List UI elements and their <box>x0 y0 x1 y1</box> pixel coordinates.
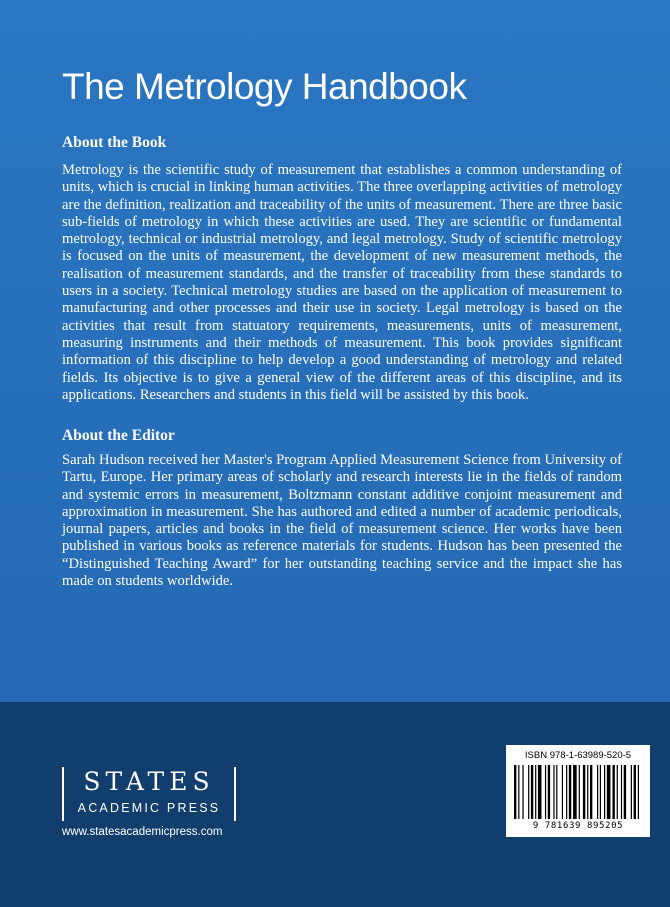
publisher-website: www.statesacademicpress.com <box>62 826 223 838</box>
barcode-bar <box>548 765 550 819</box>
barcode-bar <box>634 765 636 819</box>
barcode-bar <box>573 765 577 819</box>
barcode-bar <box>590 765 592 819</box>
barcode-bar <box>538 765 542 819</box>
about-book-text: Metrology is the scientific study of measurement that establishes a common understanding of units, which is crucial in linking human activities. The three overlapping activities of metrology are the definition, realization and traceability of the units of measurement. There are three basic sub-fields of metrology in which these activities are used. They are scientific or fundamental metrology, technical or industrial metrology, and legal metrology. Study of scientific metrology is focused on the units of measurement, the development of new measurement methods, the realisation of measurement standards, and the transfer of traceability from these standards to users in a society. Technical metrology studies are based on the application of measurement to manufacturing and other processes and their use in society. Legal metrology is based on the activities that result from statuatory requirements, measurements, units of measurement, measuring instruments and their methods of measurement. This book provides significant information of this discipline to help develop a good understanding of metrology and related fields. Its objective is to give a general view of the different areas of this discipline, and its applications. Researchers and students in this field will be assisted by this book. <box>62 162 622 403</box>
barcode-bar <box>583 765 585 819</box>
barcode-bar <box>604 765 605 819</box>
publisher-name: STATES <box>83 767 215 796</box>
isbn-text: ISBN 978-1-63989-520-5 <box>524 750 632 761</box>
barcode-bar <box>607 765 611 819</box>
barcode-bar <box>556 765 557 819</box>
barcode-bar <box>566 765 567 819</box>
barcode-bar <box>624 765 626 819</box>
barcode-bar <box>597 765 598 819</box>
barcode-bar <box>617 765 618 819</box>
barcode-bar <box>569 765 571 819</box>
barcode-bar <box>553 765 554 819</box>
barcode-bar <box>600 765 601 819</box>
barcode-bar <box>518 765 519 819</box>
barcode-icon <box>514 765 642 819</box>
barcode-bar <box>562 765 563 819</box>
about-editor-text: Sarah Hudson received her Master's Program Applied Measurement Science from University of Tartu, Europe. Her primary areas of scholarly and research interests lie in the fields of random and systemic errors in measurement, Boltzmann constant additive conjoint measurement and approximation in measurement. She has authored and edited a number of academic periodicals, journal papers, articles and books in the field of measurement science. Her works have been published in various books as reference materials for students. Hudson has been presented the “Distinguished Teaching Award” for her outstanding teaching service and the impact she has made on students worldwide. <box>62 452 622 590</box>
barcode-bar <box>621 765 622 819</box>
barcode-bar <box>522 765 523 819</box>
barcode-digits: 9 781639 895205 <box>532 821 624 831</box>
publisher-subtitle: ACADEMIC PRESS <box>77 801 221 815</box>
barcode-bar <box>528 765 529 819</box>
barcode-bar <box>579 765 580 819</box>
barcode-bar <box>545 765 546 819</box>
barcode-bar <box>638 765 639 819</box>
barcode-bar <box>535 765 536 819</box>
about-book-heading: About the Book <box>62 134 167 151</box>
book-title: The Metrology Handbook <box>62 66 467 107</box>
barcode-label <box>506 745 650 837</box>
about-editor-heading: About the Editor <box>62 427 175 444</box>
publisher-logo <box>62 765 236 821</box>
barcode-bar <box>631 765 632 819</box>
barcode-bar <box>531 765 533 819</box>
barcode-bar <box>612 765 614 819</box>
barcode-bar <box>514 765 516 819</box>
barcode-bar <box>587 765 588 819</box>
